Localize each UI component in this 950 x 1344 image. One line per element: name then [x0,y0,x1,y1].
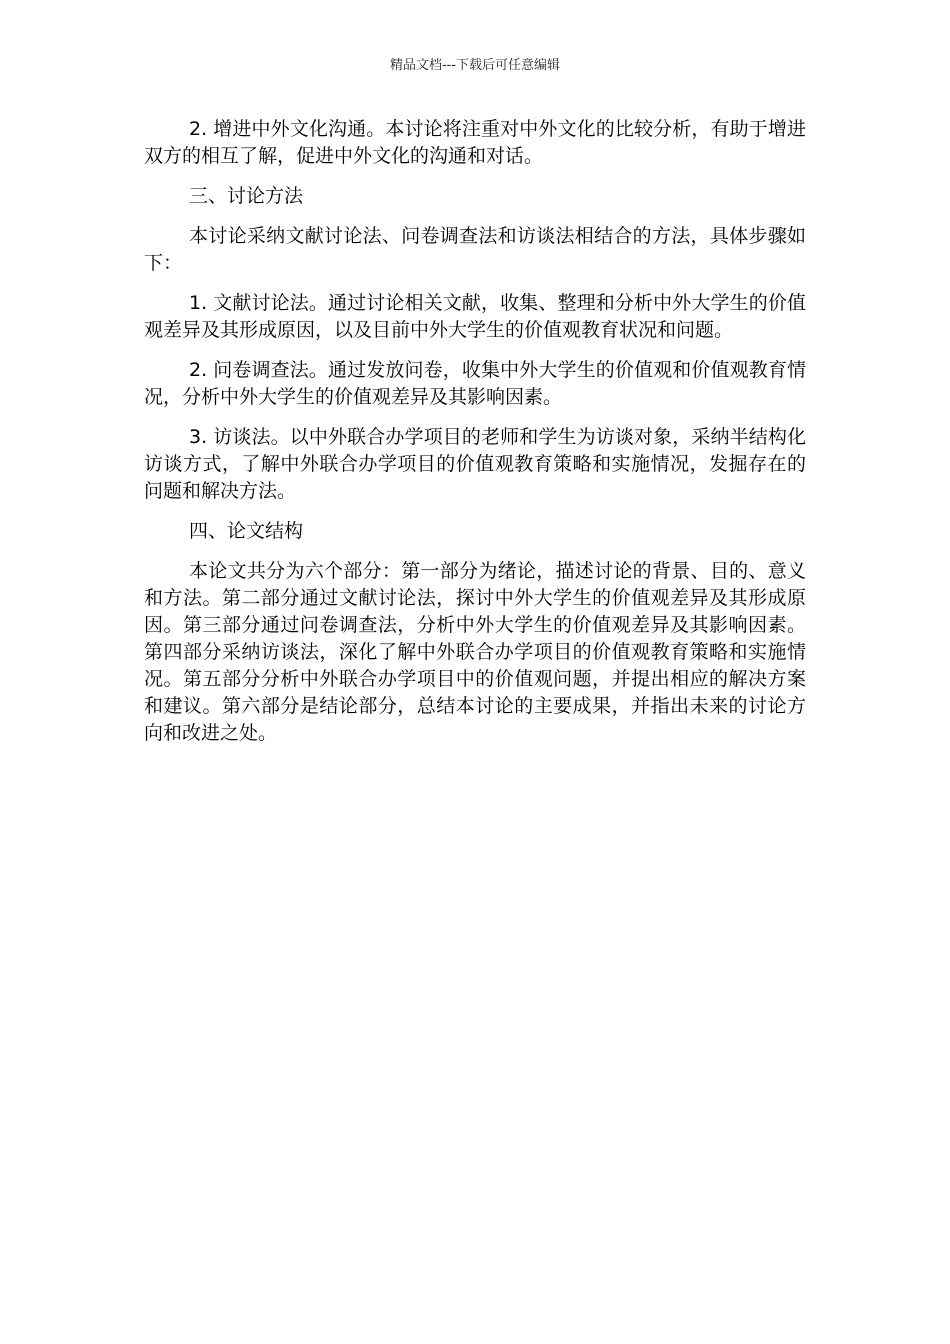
paragraph-questionnaire-method: 2. 问卷调查法。通过发放问卷，收集中外大学生的价值观和价值观教育情况，分析中外大学生的价值观差异及其影响因素。 [144,359,806,408]
paragraph-methods-intro: 本讨论采纳文献讨论法、问卷调查法和访谈法相结合的方法，具体步骤如下： [144,225,806,274]
section-heading-methods: 三、讨论方法 [189,185,304,207]
document-body [144,116,806,760]
paragraph-thesis-structure: 本论文共分为六个部分：第一部分为绪论，描述讨论的背景、目的、意义和方法。第二部分通过文献讨论法，探讨中外大学生的价值观差异及其形成原因。第三部分通过问卷调查法，分析中外大学生的价值观差异及其影响因素。第四部分采纳访谈法，深化了解中外联合办学项目的价值观教育策略和实施情况。第五部分分析中外联合办学项目中的价值观问题，并提出相应的解决方案和建议。第六部分是结论部分，总结本讨论的主要成果，并指出未来的讨论方向和改进之处。 [144,560,806,744]
paragraph-cultural-communication: 2. 增进中外文化沟通。本讨论将注重对中外文化的比较分析，有助于增进双方的相互了解，促进中外文化的沟通和对话。 [144,118,806,167]
paragraph-literature-method: 1. 文献讨论法。通过讨论相关文献，收集、整理和分析中外大学生的价值观差异及其形成原因，以及目前中外大学生的价值观教育状况和问题。 [144,292,806,341]
paragraph-interview-method: 3. 访谈法。以中外联合办学项目的老师和学生为访谈对象，采纳半结构化访谈方式，了解中外联合办学项目的价值观教育策略和实施情况，发掘存在的问题和解决方法。 [144,426,806,502]
section-heading-structure: 四、论文结构 [189,520,304,542]
page-header: 精品文档---下载后可任意编辑 [389,58,561,73]
